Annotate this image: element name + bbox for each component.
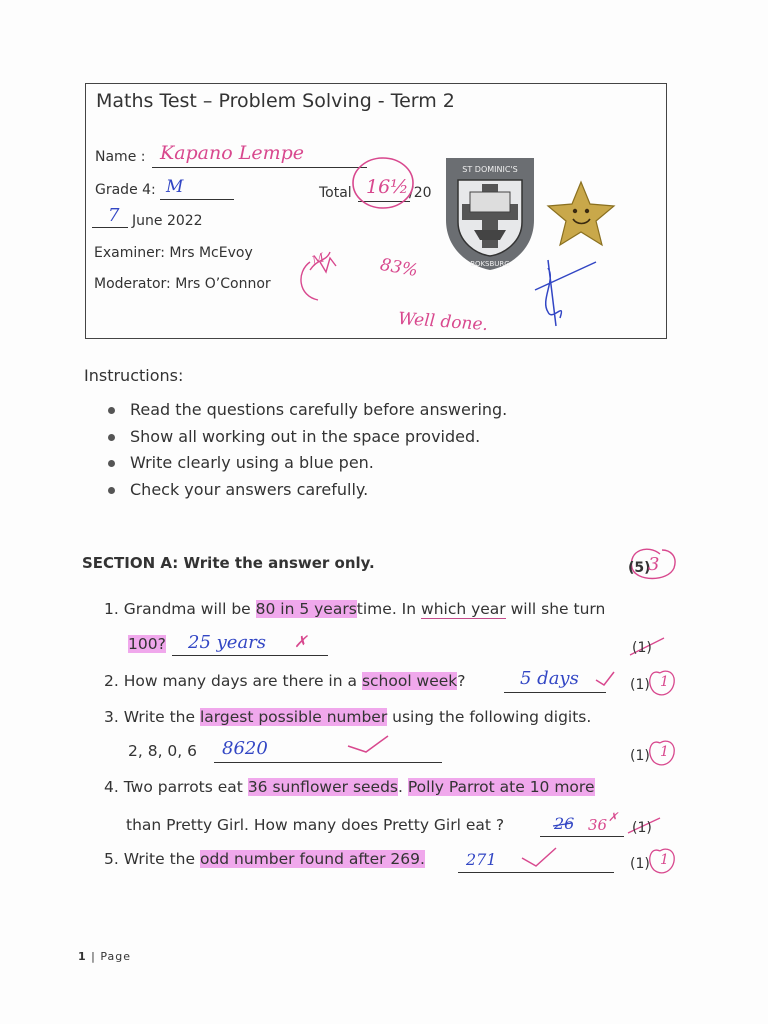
total-value: 16½ [366,176,409,198]
school-seal-logo [440,150,540,272]
instruction-item [108,453,507,480]
name-value: Kapano Lempe [160,142,305,164]
total-out-of: /20 [409,185,432,201]
moderator-text: Moderator: Mrs O’Connor [94,276,271,292]
q4-crossed-answer: 26 [554,814,575,833]
question-text: ? [457,672,466,690]
q5-answer: 271 [466,850,497,869]
section-a-marks: (5) [628,560,651,576]
q5-marks: (1) [630,856,650,872]
question-number: 2. [104,672,119,690]
q3-tick [348,736,388,752]
answer-line [504,692,606,693]
bullet-icon [108,434,115,441]
grade-label: Grade 4: [95,182,156,198]
question-number: 5. [104,850,119,868]
q3-score: 1 [660,744,669,760]
q5-score: 1 [660,852,669,868]
date-rest: June 2022 [132,213,203,229]
question-number: 3. [104,708,119,726]
question-3 [104,708,591,726]
total-label: Total [319,185,352,201]
question-1 [104,600,605,618]
q3-marks: (1) [630,748,650,764]
bullet-icon [108,460,115,467]
highlighted-text: 100? [128,635,166,653]
instruction-text: Show all working out in the space provided. [130,426,481,446]
q4-marks: (1) [632,820,652,836]
q3-answer: 8620 [222,738,268,759]
total-circle [353,158,413,208]
question-text: Write the [123,850,196,868]
section-a-score: 3 [648,554,660,575]
highlighted-text: largest possible number [199,708,388,726]
test-title: Maths Test – Problem Solving - Term 2 [96,90,455,112]
gold-star-sticker-icon [546,180,616,248]
highlighted-text: odd number found after 269. [199,850,425,868]
instruction-text: Read the questions carefully before answering. [130,400,508,419]
question-text: . [398,778,403,796]
instruction-item [108,480,507,507]
seal-bottom-text: BOKSBURG [470,260,510,268]
q1-answer: 25 years [188,632,267,653]
underlined-text: which year [421,600,506,618]
question-5 [104,850,425,868]
answer-line [214,762,442,763]
q3-digits: 2, 8, 0, 6 [128,742,198,760]
highlighted-text: 36 sunflower seeds [247,778,399,796]
instruction-item [108,400,507,427]
q2-marks: (1) [630,677,650,693]
bullet-icon [108,487,115,494]
q1-marks: (1) [632,640,652,656]
q2-score: 1 [660,674,669,690]
instruction-text: Check your answers carefully. [130,479,369,499]
instruction-text: Write clearly using a blue pen. [130,453,374,472]
page-number: 1 [78,950,87,963]
question-text: will she turn [510,600,606,618]
instructions-list [108,400,507,506]
question-number: 4. [104,778,119,796]
question-text: Grandma will be [123,600,251,618]
question-4 [104,778,595,796]
moderator-initials: M [309,250,327,268]
question-text: time. In [356,600,417,618]
examiner-text: Examiner: Mrs McEvoy [94,245,253,261]
highlighted-text: Polly Parrot ate 10 more [407,778,595,796]
q4-mark: ✗ [608,810,619,824]
date-day: 7 [108,205,120,226]
highlighted-text: 80 in 5 years [255,600,357,618]
highlighted-text: school week [361,672,458,690]
answer-line [458,872,614,873]
q1-mark: ✗ [294,632,308,651]
instructions-title: Instructions: [84,366,184,385]
name-label: Name : [95,149,146,165]
teacher-signature [535,260,596,326]
grade-value: M [166,177,184,197]
question-text: Two parrots eat [123,778,243,796]
answer-line [172,655,328,656]
comment-well-done: Well done. [397,308,489,336]
question-4-line-2: than Pretty Girl. How many does Pretty Girl eat ? [126,816,505,834]
question-text: Write the [123,708,196,726]
q2-answer: 5 days [520,668,579,689]
question-2 [104,672,466,690]
question-number: 1. [104,600,119,618]
seal-top-text: ST DOMINIC'S [462,165,518,174]
answer-line [540,836,624,837]
page-footer [78,950,131,963]
question-1-line-2 [128,635,166,653]
section-a-title: SECTION A: Write the answer only. [82,554,375,572]
page-label: | Page [91,950,131,963]
instruction-item [108,427,507,454]
question-text: using the following digits. [392,708,592,726]
q2-tick [596,672,614,685]
percent-mark: 83% [378,254,420,282]
q4-answer: 36 [588,816,608,834]
question-text: How many days are there in a [123,672,357,690]
bullet-icon [108,407,115,414]
q5-tick [522,848,556,866]
